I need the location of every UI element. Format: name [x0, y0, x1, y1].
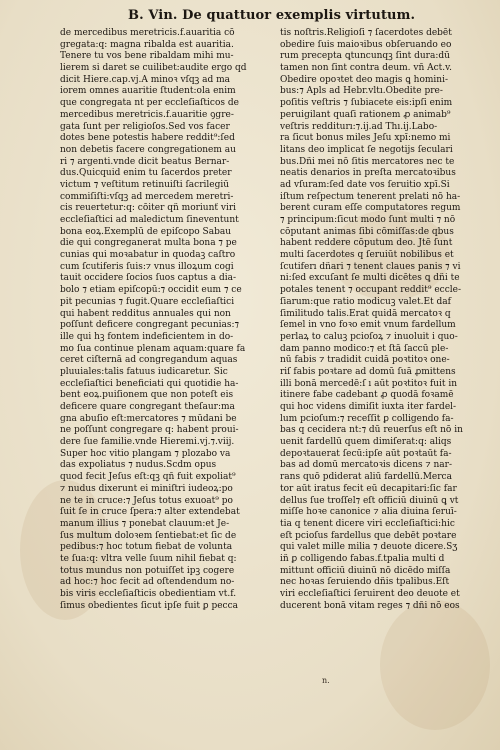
- text-line: dotes bene potestis habere reddit⁹:ſed: [60, 133, 235, 144]
- text-line: cum ſcutiferis ſuis:⁊ vnus illoꝝum cogi: [60, 261, 234, 272]
- text-line: ⁊ principum:ſicut modo ſunt multi ⁊ nō: [280, 215, 456, 225]
- text-line: te ſua:q: vltra velle ſuum nihil fiebat q:: [60, 553, 237, 564]
- text-line: qui valet mille milia ⁊ deuote dicere.Sʒ: [280, 542, 458, 553]
- text-line: eccleſiaſtici beneficiati qui quotidie ha-: [60, 378, 239, 389]
- text-line: mittunt officiū diuinū nō dicēdo miſſa: [280, 565, 451, 576]
- text-line: lum pcioſum:⁊ receſſit ꝑ colligendo fa-: [280, 413, 454, 424]
- text-line: tor aūt iratus fecit eū decapitari:ſic far: [280, 483, 457, 494]
- text-line: que congregata nt per eccleſiaſticos de: [60, 98, 239, 109]
- text-line: bas ad domū mercatoꝛis dicens ⁊ nar-: [280, 460, 452, 471]
- text-line: pedibus:⁊ hoc totum fiebat de volunta: [60, 542, 233, 553]
- text-line: tis noſtris.Religioſi ⁊ ſacerdotes debēt: [280, 28, 452, 38]
- text-line: iñ ꝑ colligendo fabas.f.tpalia multi d: [280, 553, 445, 564]
- text-line: bus.Dñi mei nō ſitis mercatores nec te: [280, 156, 455, 167]
- text-line: habent reddere cōputum deo. Jtē ſunt: [280, 238, 453, 249]
- text-line: ad hoc:⁊ hoc fecit ad oſtendendum no-: [60, 577, 235, 588]
- text-line: neatis denarios in preſta mercatoꝛibus: [280, 168, 456, 179]
- text-line: ne poſſunt congregare q: habent proui-: [60, 425, 239, 436]
- text-line: mercedibus meretricis.f.auaritie ꝯgre-: [60, 109, 234, 120]
- text-line: manum illius ⁊ ponebat clauum:et Je-: [60, 518, 230, 529]
- right-text-column: [280, 28, 484, 680]
- text-line: rum precepta ꝗtuncunqꝫ ſint dura:dū: [280, 51, 450, 62]
- text-line: miſſe hoꝛe canonice ⁊ alia diuina ſeruī-: [280, 507, 457, 518]
- text-line: ceret ciſternā ad congregandum aquas: [60, 355, 238, 366]
- text-line: ſcutiferı dñari ⁊ tenent claues panis ⁊ vi: [280, 261, 461, 272]
- text-line: non debetis facere congregationem au: [60, 144, 236, 155]
- text-line: die qui congreganerat multa bona ⁊ pe: [60, 238, 237, 249]
- text-line: pluuiales:talis fatuus iudicaretur. Sic: [60, 366, 228, 377]
- text-line: bolo ⁊ etiam epiſcopū:⁊ occidit eum ⁊ ce: [60, 285, 242, 296]
- text-line: qui habent redditus annuales qui non: [60, 308, 231, 319]
- text-line: qui hoc videns dimiſit iuxta iter fardel-: [280, 402, 457, 412]
- text-line: totus mundus non potuiſſet ipꝫ cogere: [60, 565, 235, 576]
- text-line: eccleſiaſtici ad maledictum ſineventunt: [60, 215, 239, 225]
- text-line: ducerent bonā vitam reges ⁊ dñi nō eos: [280, 600, 460, 611]
- text-line: deficere quare congregant theſaur:ma: [60, 402, 235, 412]
- text-line: Tenere tu vos bene ribaldam mihi mu-: [60, 51, 234, 62]
- text-line: litans deo implicat ſe negotijs ſeculari: [280, 144, 453, 155]
- text-line: itinere fabe cadebant ꝓ quodā foꝛamē: [280, 390, 454, 401]
- running-header: B. Vin. De quattuor exemplis virtutum.: [128, 8, 416, 23]
- text-line: ra ſicut bonus miles Jeſu xpī:nemo mi: [280, 133, 451, 144]
- text-line: ille qui hꝫ fontem indeficientem in do-: [60, 331, 234, 342]
- text-line: gregata:q: magna ribalda est auaritia.: [60, 39, 234, 50]
- text-line: bis viris eccleſiaſticis obedientiam vt.f.: [60, 589, 237, 599]
- text-line: peruigilant quaſi rationem ꝓ animab⁹: [280, 109, 451, 120]
- text-line: tia q tenent dicere viri eccleſiaſtici:hic: [280, 518, 455, 529]
- text-line: ſimus obedientes ſicut ipſe fuit ꝑ pecca: [60, 600, 238, 611]
- text-line: multi ſacerdotes q ſeruiūt nobilibus et: [280, 250, 454, 261]
- left-text-column: [60, 28, 264, 680]
- text-line: ri ⁊ argenti.vnde dicit beatus Bernar-: [60, 156, 230, 167]
- text-line: ſus multum doloꝛem ſentiebat:et ſic de: [60, 530, 237, 541]
- text-line: ſimilitudo talis.Erat quidā mercatoꝛ q: [280, 308, 451, 319]
- text-line: cōputant animas ſibi cōmiſſas:de qbus: [280, 226, 454, 237]
- text-line: iorem omnes auaritie ſtudent:ola enim: [60, 86, 236, 97]
- text-line: ne te in cruce:⁊ Jeſus totus exuoat⁹ po: [60, 495, 233, 506]
- text-line: potales tenent ⁊ occupant reddit⁹ eccle-: [280, 285, 461, 296]
- text-line: obedire ſuis maioꝛibus obſeruando eo: [280, 39, 452, 50]
- text-line: bent eoꝝ.puiſionem que non poteſt eis: [60, 390, 234, 401]
- text-line: bona eoꝝ.Exemplū de epiſcopo Sabau: [60, 226, 232, 237]
- text-line: cis reuertetur:q: cōiter qñ moriunť viri: [60, 203, 237, 214]
- text-line: ad vſuram:ſed date vos ſeruitio xpī.Si: [280, 179, 450, 190]
- text-line: veſtris redditurı:⁊.ij.ad Thı.ij.Labo-: [280, 121, 438, 132]
- text-line: ſemel in vno foꝛo emit vnum fardellum: [280, 320, 456, 331]
- text-line: eſt pcioſus fardellus que debēt poꝛtare: [280, 530, 457, 541]
- text-line: bus:⁊ Apls ad Hebr.vltı.Obedite pre-: [280, 86, 443, 97]
- text-line: nū fabis ⁊ tradidit cuidā poꝛtitoꝛ one-: [280, 355, 450, 366]
- text-line: iſtum reſpectum tenerent prelati nō ha-: [280, 191, 461, 202]
- text-line: Obedire opoꝛtet deo magis ꝗ homini-: [280, 74, 449, 85]
- text-line: mo ſua continue plenam aquam:quare fa: [60, 343, 246, 354]
- text-line: depoꝛtauerat ſecū:ipſe aūt poꝛtaūt fa-: [280, 448, 452, 459]
- text-line: poſſunt deficere congregant pecunias:⁊: [60, 320, 239, 331]
- text-line: lierem si daret se cuilibet:audite ergo qd: [60, 63, 247, 74]
- text-line: berent curam eſſe computatores regum: [280, 203, 461, 214]
- text-line: quod fecit Jeſus eſt:qꝫ qñ fuit expoliat⁹: [60, 472, 236, 483]
- text-line: ſiarum:que ratio modicuꝫ valet.Et daf: [280, 296, 451, 307]
- text-line: dus.Quicquid enim tu ſacerdos preter: [60, 168, 232, 179]
- signature-mark: n.: [322, 676, 330, 685]
- text-line: ni:ſed excuſant ſe multi dicētes ꝗ dñi te: [280, 273, 460, 284]
- text-line: pit pecunias ⁊ fugit.Quare eccleſiaſtici: [60, 296, 235, 307]
- text-line: ⁊ nudus dixerunt ei miniſtri iudeoꝝ:po: [60, 483, 233, 494]
- text-line: dere ſue familie.vnde Hieremi.vj.⁊.viij.: [60, 437, 235, 448]
- text-line: poſitis veſtris ⁊ ſubiacete eis:ipſi enim: [280, 98, 453, 109]
- text-line: perlaꝝ to caluꝫ pcioſoꝝ ⁊ inuoluit i quo-: [280, 331, 458, 342]
- text-line: nec hoꝛas ſeruiendo dñis tpalibus.Eſt: [280, 577, 450, 588]
- text-line: gna abuſio eſt:mercatores ⁊ mūdani be: [60, 413, 237, 424]
- text-line: viri eccleſiaſtici ſeruirent deo deuote et: [280, 589, 460, 599]
- text-line: Super hoc vitio plangam ⁊ plozabo va: [60, 448, 231, 459]
- text-line: tauit occidere ſocios ſuos captus a dia-: [60, 273, 237, 284]
- text-line: rans quō pdiderat aliū fardellū.Merca: [280, 472, 452, 483]
- text-line: dellus ſue troſſel⁊ eſt officiū diuinū ꝗ vt: [280, 495, 459, 506]
- text-line: bas q cecidera nt:⁊ dū reuerſus eſt nō in: [280, 425, 463, 436]
- text-line: gata ſunt per religioſos.Sed vos facer: [60, 121, 230, 132]
- text-line: tamen non ſint contra deum. vñ Act.v.: [280, 63, 453, 74]
- text-line: dicit Hiere.cap.vj.A minoꝛ vſqꝫ ad ma: [60, 74, 230, 85]
- text-line: cunias qui moꝛabatur in quodaꝫ caſtro: [60, 250, 236, 261]
- text-line: uenit fardellū quem dimiſerat:q: aliqs: [280, 437, 452, 448]
- text-line: victum ⁊ veſtitum retinuiſti ſacrilegiū: [60, 179, 230, 190]
- text-line: ſuit ſe in cruce ſpera:⁊ alter extendebat: [60, 507, 240, 518]
- text-line: commiſiſti:vſqꝫ ad mercedem meretri-: [60, 191, 234, 202]
- text-line: riſ fabis poꝛtare ad domū ſuā ꝓmittens: [280, 366, 456, 377]
- text-line: dam panno modico:⁊ et ſtā ſaccū ple-: [280, 343, 449, 354]
- text-line: das expoliatus ⁊ nudus.Scdm opus: [60, 460, 217, 471]
- text-line: de mercedibus meretricis.f.auaritia cō: [60, 28, 235, 38]
- text-line: illi bonā mercedē:ſ ı aūt poꝛtitoꝛ fuit in: [280, 378, 458, 389]
